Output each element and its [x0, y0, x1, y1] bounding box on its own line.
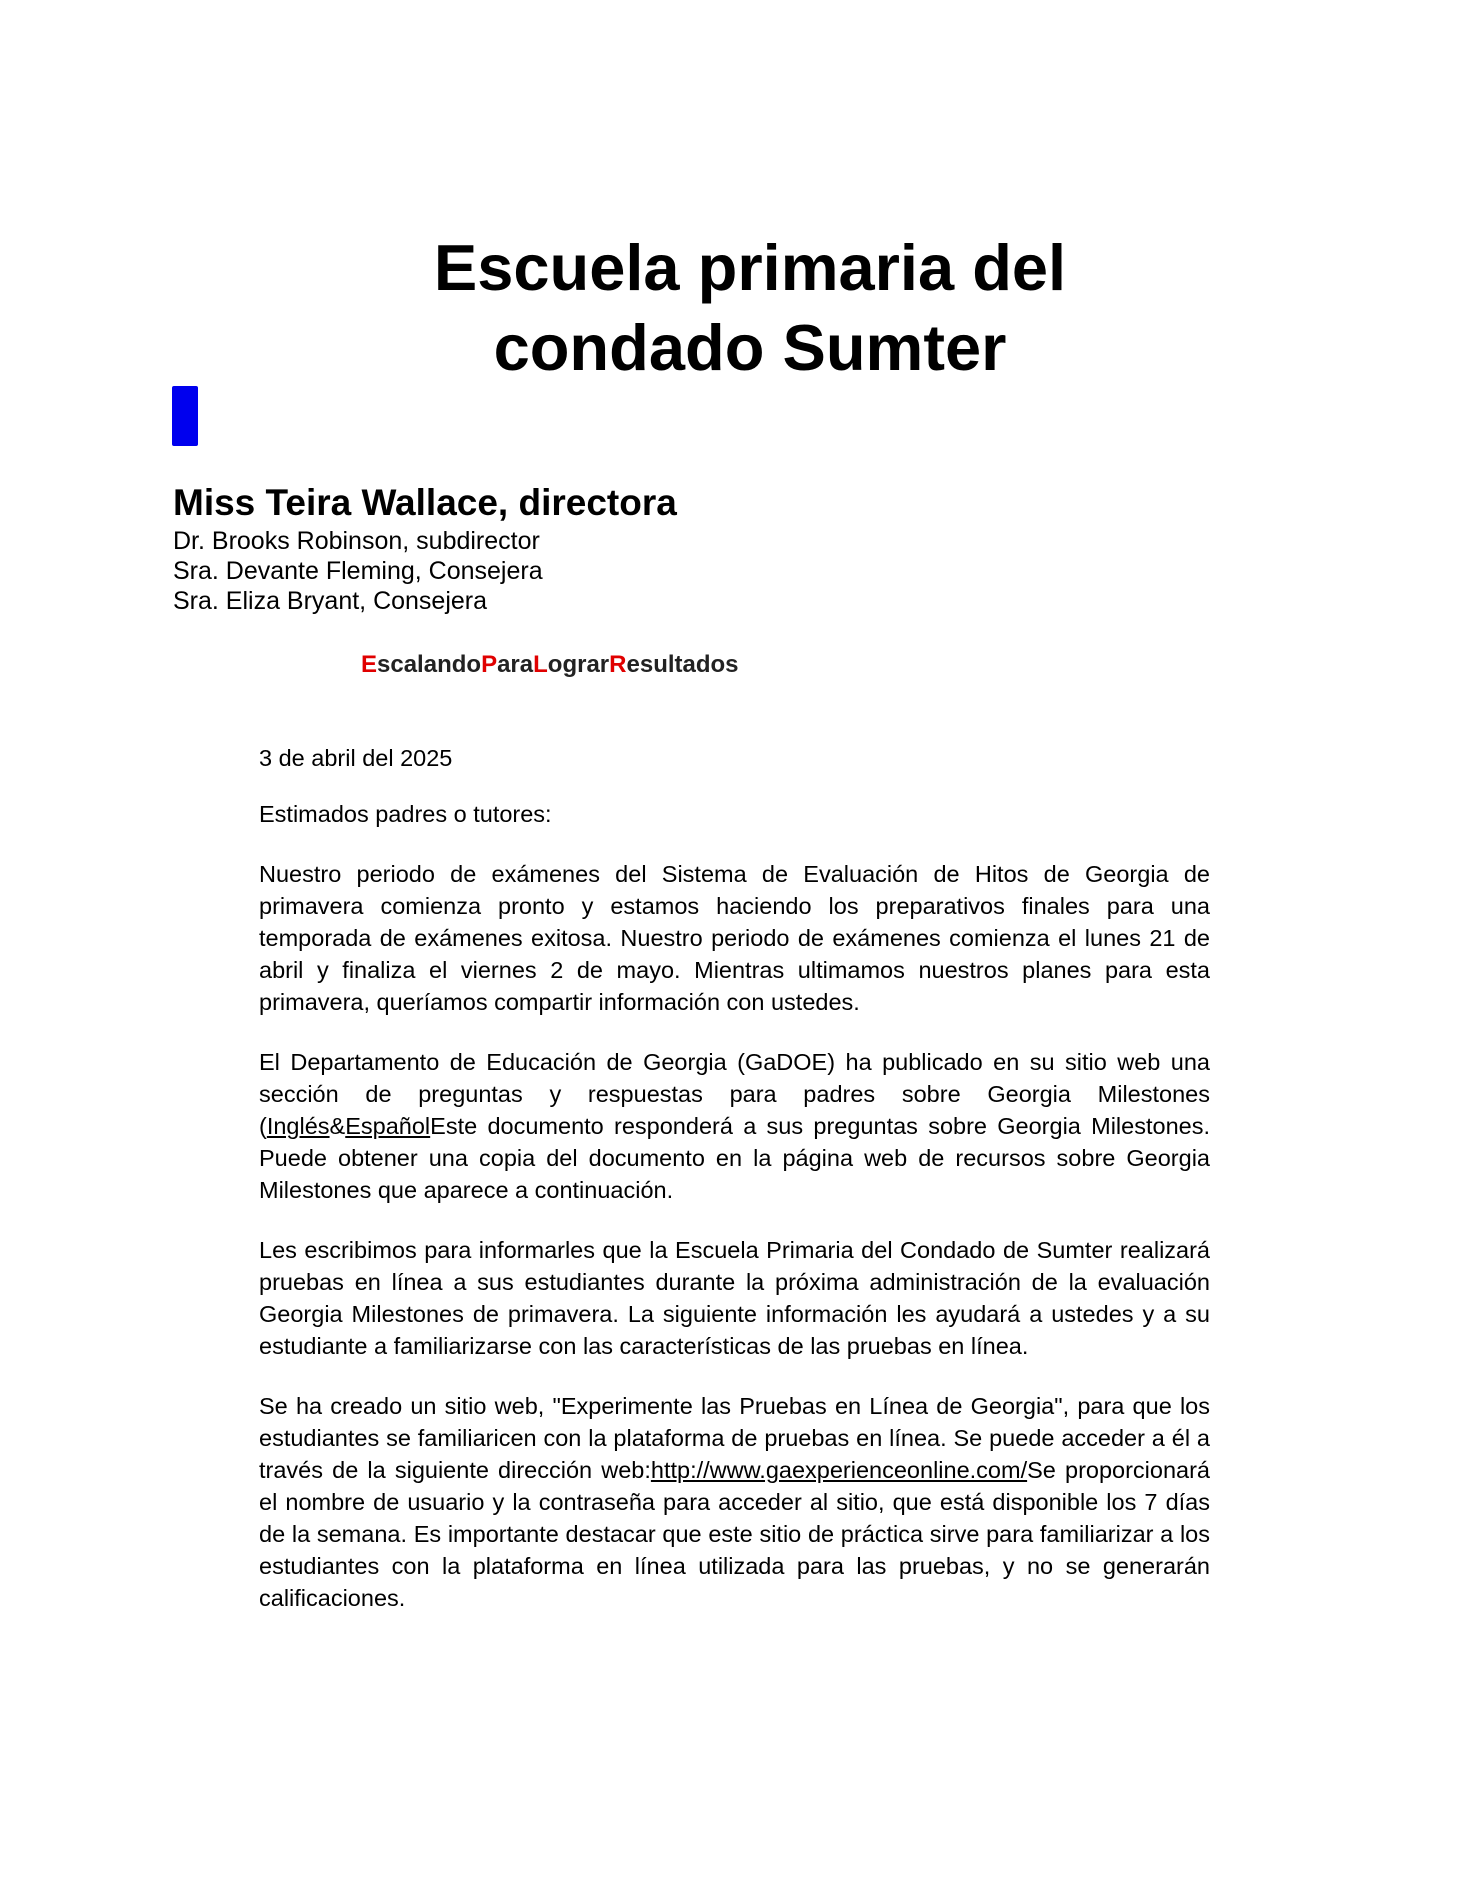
motto-initial: E: [361, 651, 378, 678]
motto-initial: R: [609, 651, 627, 678]
english-link[interactable]: Inglés: [266, 1113, 330, 1139]
paragraph-practice-site: [259, 1390, 1210, 1614]
practice-site-link[interactable]: http://www.gaexperienceonline.com/: [650, 1457, 1028, 1483]
paragraph-text: Se proporcionará el nombre de usuario y la contraseña para acceder al sitio, que está disponible los 7 días de la semana. Es importante destacar que este sitio de práctica sirve para familiarizar a los estudiantes con la plataforma en línea utilizada para las pruebas, y no se generarán calificaciones.: [259, 1457, 1210, 1611]
paragraph-text: Se ha creado un sitio web, "Experimente las Pruebas en Línea de Georgia", para que los estudiantes se familiaricen con la plataforma de pruebas en línea. Se puede acceder a él a través de la siguiente dirección web:: [259, 1393, 1210, 1483]
paragraph-text: El Departamento de Educación de Georgia (GaDOE) ha publicado en su sitio web una sección de preguntas y respuestas para padres sobre Georgia Milestones (: [259, 1049, 1210, 1139]
spanish-link[interactable]: Español: [345, 1113, 431, 1139]
school-motto: [361, 650, 739, 680]
motto-word-rest: esultados: [626, 651, 739, 678]
school-title-line1: Escuela primaria del: [433, 231, 1067, 304]
paragraph-text: Este documento responderá a sus preguntas sobre Georgia Milestones. Puede obtener una copia del documento en la página web de recursos sobre Georgia Milestones que aparece a continuación.: [259, 1113, 1210, 1203]
paragraph-gadoe: [259, 1046, 1210, 1206]
school-title-line2: condado Sumter: [493, 311, 1007, 384]
letter-body: [259, 742, 1210, 1642]
staff-member: Sra. Eliza Bryant, Consejera: [173, 587, 488, 615]
staff-member: Sra. Devante Fleming, Consejera: [173, 557, 543, 585]
motto-initial: P: [481, 651, 498, 678]
letter-date: 3 de abril del 2025: [259, 745, 453, 771]
paragraph-online-testing: Les escribimos para informarles que la Escuela Primaria del Condado de Sumter realizará pruebas en línea a sus estudiantes durante la próxima administración de la evaluación Georgia Milestones de primavera. La siguiente información les ayudará a ustedes y a su estudiante a familiarizarse con las características de las pruebas en línea.: [259, 1237, 1210, 1359]
staff-list: [173, 480, 677, 616]
staff-member: Dr. Brooks Robinson, subdirector: [173, 527, 540, 555]
paragraph-testing-period: Nuestro periodo de exámenes del Sistema de Evaluación de Hitos de Georgia de primavera comienza pronto y estamos haciendo los preparativos finales para una temporada de exámenes exitosa. Nuestro periodo de exámenes comienza el lunes 21 de abril y finaliza el viernes 2 de mayo. Mientras ultimamos nuestros planes para esta primavera, queríamos compartir información con ustedes.: [259, 861, 1210, 1015]
school-title: [300, 228, 1200, 388]
letter-salutation: Estimados padres o tutores:: [259, 801, 552, 827]
principal-name: Miss Teira Wallace, directora: [173, 482, 677, 523]
motto-initial: L: [533, 651, 548, 678]
motto-word-rest: ograr: [547, 651, 610, 678]
motto-word-rest: ara: [497, 651, 534, 678]
ampersand: &: [329, 1113, 346, 1139]
motto-word-rest: scalando: [377, 651, 482, 678]
school-logo-mark: [172, 386, 198, 446]
